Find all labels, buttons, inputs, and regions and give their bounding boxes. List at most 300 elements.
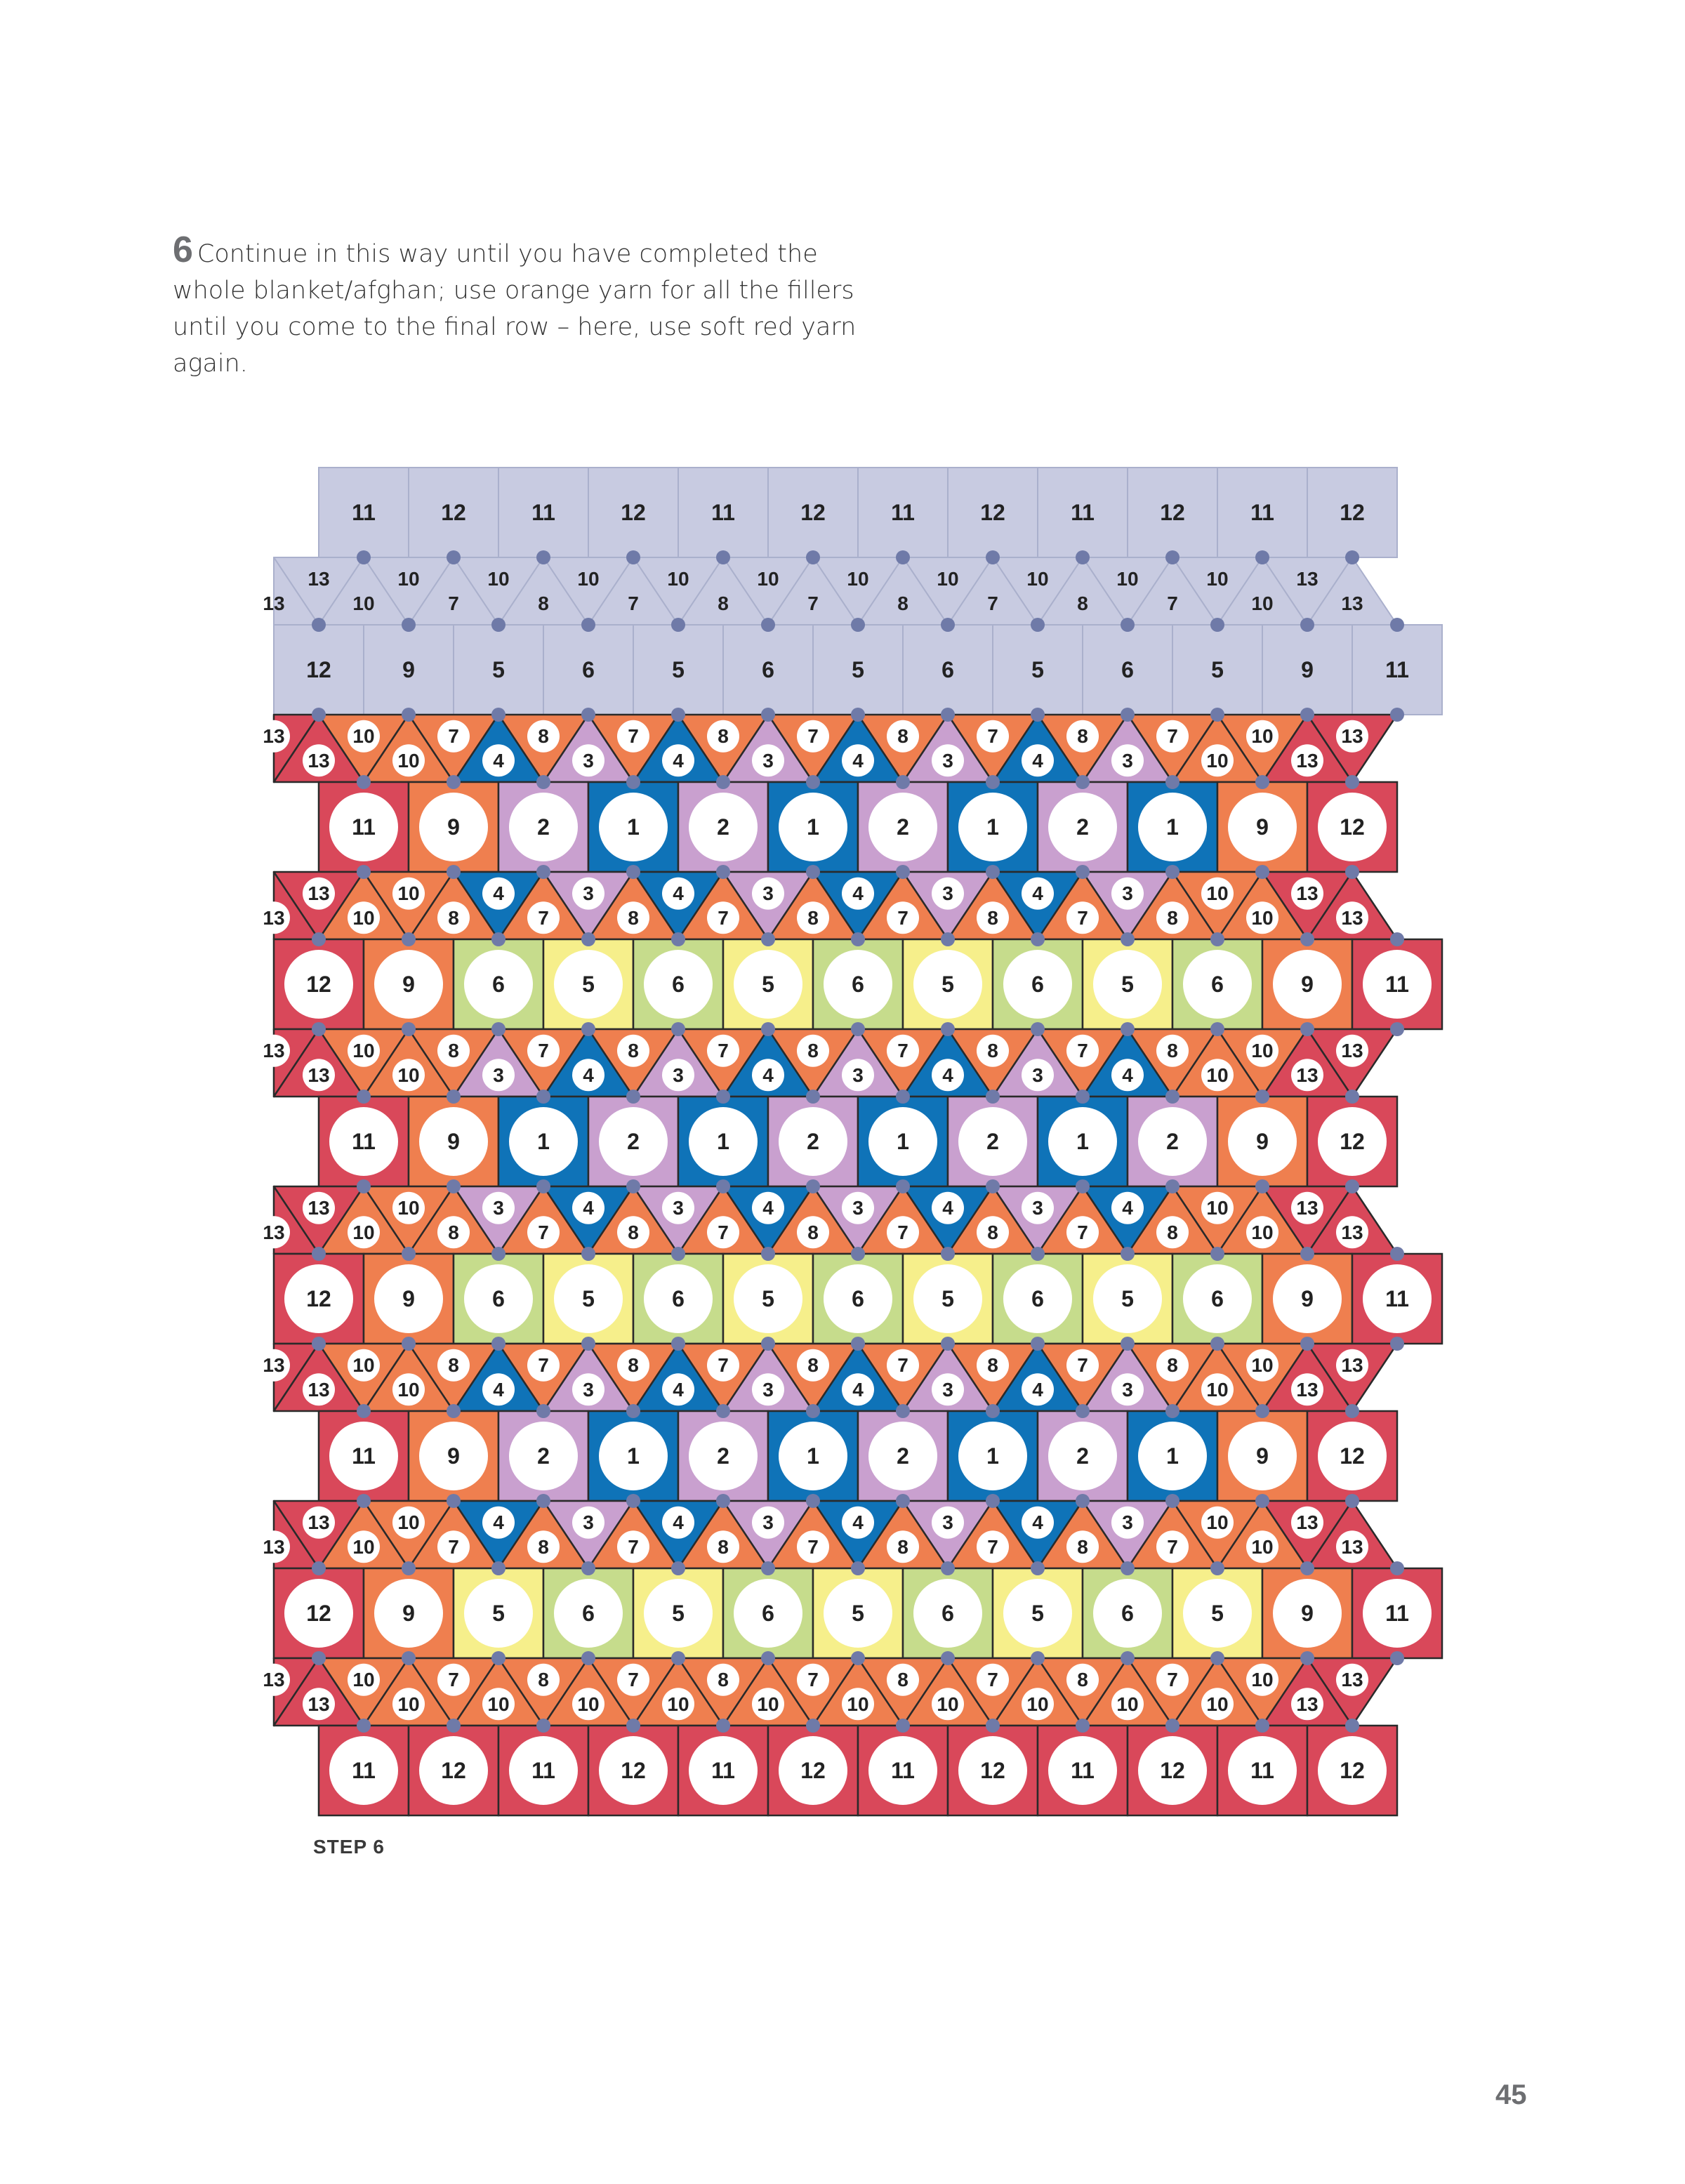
triangle-patch-label: 13 bbox=[1341, 906, 1363, 929]
motif-square bbox=[1172, 1568, 1262, 1658]
square-patch-label: 11 bbox=[1385, 972, 1409, 997]
triangle-patch-label: 13 bbox=[1296, 882, 1319, 905]
triangle-patch-label: 7 bbox=[628, 592, 639, 614]
square-patch-label: 5 bbox=[762, 972, 774, 997]
join-dot bbox=[896, 865, 910, 879]
triangle-patch-label: 10 bbox=[352, 1221, 375, 1243]
square-patch-label: 1 bbox=[627, 1443, 640, 1469]
triangle-patch-label: 8 bbox=[538, 592, 549, 614]
triangle-patch-label: 7 bbox=[1167, 1669, 1178, 1691]
triangle-patch-label: 8 bbox=[538, 1535, 549, 1558]
square-patch-label: 6 bbox=[1211, 972, 1224, 997]
triangle-patch-label: 3 bbox=[852, 1197, 864, 1219]
motif-square bbox=[858, 468, 948, 557]
motif-square bbox=[454, 1254, 543, 1344]
square-patch-label: 12 bbox=[1340, 500, 1365, 525]
join-dot bbox=[941, 1022, 955, 1036]
square-patch-label: 6 bbox=[1031, 1286, 1044, 1311]
triangle-patch-label: 10 bbox=[352, 1535, 375, 1558]
square-patch-label: 6 bbox=[582, 1601, 595, 1626]
triangle-patch-label: 10 bbox=[1206, 1064, 1229, 1086]
motif-square bbox=[993, 939, 1083, 1029]
join-dot bbox=[312, 1247, 326, 1261]
join-dot bbox=[986, 1719, 1000, 1733]
square-patch-label: 1 bbox=[627, 814, 640, 840]
square-patch-label: 11 bbox=[891, 1758, 915, 1783]
square-patch-label: 5 bbox=[672, 1601, 685, 1626]
join-dot bbox=[536, 1719, 550, 1733]
join-dot bbox=[1121, 1651, 1135, 1665]
motif-square bbox=[993, 625, 1083, 715]
triangle-patch-label: 7 bbox=[448, 725, 459, 748]
square-patch-label: 5 bbox=[1121, 972, 1134, 997]
square-patch-label: 1 bbox=[897, 1129, 909, 1154]
triangle-patch-label: 13 bbox=[263, 1221, 285, 1243]
join-dot bbox=[1031, 618, 1045, 632]
triangle-patch-label: 10 bbox=[1206, 568, 1229, 590]
square-patch-label: 6 bbox=[852, 1286, 864, 1311]
join-dot bbox=[536, 1090, 550, 1104]
square-patch-label: 5 bbox=[1031, 657, 1044, 682]
triangle-patch-label: 3 bbox=[942, 1378, 953, 1401]
join-dot bbox=[1031, 1651, 1045, 1665]
square-patch-label: 6 bbox=[1211, 1286, 1224, 1311]
join-dot bbox=[806, 775, 820, 789]
triangle-patch-label: 10 bbox=[352, 1669, 375, 1691]
square-patch-label: 12 bbox=[980, 500, 1005, 525]
triangle-patch-label: 10 bbox=[1116, 1693, 1139, 1715]
motif-square bbox=[858, 782, 948, 872]
triangle-patch-label: 10 bbox=[847, 568, 869, 590]
join-dot bbox=[1121, 1337, 1135, 1351]
motif-square bbox=[1038, 1097, 1128, 1186]
join-dot bbox=[1210, 1651, 1224, 1665]
join-dot bbox=[1031, 1337, 1045, 1351]
motif-square bbox=[723, 1254, 813, 1344]
triangle-patch-label: 7 bbox=[448, 1669, 459, 1691]
motif-square bbox=[409, 1411, 498, 1501]
join-dot bbox=[357, 1719, 371, 1733]
join-dot bbox=[1210, 1022, 1224, 1036]
join-dot bbox=[1210, 708, 1224, 722]
join-dot bbox=[402, 1337, 416, 1351]
motif-square bbox=[498, 1097, 588, 1186]
join-dot bbox=[1121, 1247, 1135, 1261]
join-dot bbox=[1300, 1651, 1314, 1665]
triangle-patch-label: 10 bbox=[847, 1693, 869, 1715]
motif-square bbox=[588, 1097, 678, 1186]
square-patch-label: 9 bbox=[1301, 1601, 1314, 1626]
motif-square bbox=[543, 1568, 633, 1658]
join-dot bbox=[806, 1404, 820, 1418]
join-dot bbox=[447, 775, 461, 789]
triangle-patch-label: 13 bbox=[263, 725, 285, 748]
motif-square bbox=[1307, 1726, 1397, 1815]
join-dot bbox=[716, 1719, 730, 1733]
diagram-row-7 bbox=[274, 939, 1442, 1029]
join-dot bbox=[1121, 932, 1135, 946]
square-patch-label: 5 bbox=[1121, 1286, 1134, 1311]
join-dot bbox=[1345, 550, 1359, 564]
motif-square bbox=[1083, 1568, 1172, 1658]
diagram-row-15 bbox=[274, 1568, 1442, 1658]
square-patch-label: 6 bbox=[1031, 972, 1044, 997]
join-dot bbox=[626, 865, 640, 879]
triangle-patch-label: 7 bbox=[538, 1221, 549, 1243]
triangle-patch-label: 8 bbox=[897, 1669, 908, 1691]
join-dot bbox=[761, 932, 775, 946]
square-patch-label: 12 bbox=[306, 1286, 331, 1311]
triangle-patch-label: 7 bbox=[628, 1669, 639, 1691]
square-patch-label: 12 bbox=[441, 500, 466, 525]
motif-square bbox=[409, 1097, 498, 1186]
join-dot bbox=[1076, 1090, 1090, 1104]
join-dot bbox=[1031, 1561, 1045, 1575]
motif-square bbox=[1128, 1726, 1217, 1815]
join-dot bbox=[491, 1022, 505, 1036]
motif-square bbox=[454, 1568, 543, 1658]
triangle-patch-label: 7 bbox=[987, 1535, 998, 1558]
join-dot bbox=[402, 1022, 416, 1036]
page-number: 45 bbox=[1495, 2079, 1527, 2110]
motif-square bbox=[1128, 468, 1217, 557]
triangle-patch-label: 7 bbox=[538, 906, 549, 929]
motif-square bbox=[588, 468, 678, 557]
square-patch-label: 5 bbox=[1211, 1601, 1224, 1626]
square-patch-label: 6 bbox=[762, 1601, 774, 1626]
motif-square bbox=[813, 939, 903, 1029]
join-dot bbox=[447, 550, 461, 564]
triangle-patch-label: 4 bbox=[1032, 882, 1043, 905]
square-patch-label: 6 bbox=[941, 657, 954, 682]
join-dot bbox=[1210, 1561, 1224, 1575]
join-dot bbox=[536, 1404, 550, 1418]
join-dot bbox=[536, 865, 550, 879]
triangle-patch-label: 10 bbox=[1251, 725, 1274, 748]
join-dot bbox=[941, 1651, 955, 1665]
join-dot bbox=[581, 708, 595, 722]
square-patch-label: 11 bbox=[352, 1443, 376, 1469]
triangle-patch-label: 13 bbox=[1296, 568, 1319, 590]
square-patch-label: 5 bbox=[1031, 1601, 1044, 1626]
join-dot bbox=[986, 865, 1000, 879]
square-patch-label: 2 bbox=[717, 814, 729, 840]
join-dot bbox=[806, 550, 820, 564]
join-dot bbox=[896, 1179, 910, 1193]
square-patch-label: 11 bbox=[352, 1129, 376, 1154]
join-dot bbox=[1300, 932, 1314, 946]
motif-square bbox=[858, 1726, 948, 1815]
triangle-patch-label: 10 bbox=[937, 568, 959, 590]
join-dot bbox=[851, 1247, 865, 1261]
join-dot bbox=[1255, 865, 1269, 879]
motif-square bbox=[364, 625, 454, 715]
step-number: 6 bbox=[173, 230, 193, 270]
triangle-patch-label: 13 bbox=[1296, 1064, 1319, 1086]
triangle-patch-label: 4 bbox=[583, 1064, 594, 1086]
triangle-patch-label: 7 bbox=[1077, 1354, 1088, 1377]
square-patch-label: 11 bbox=[1250, 1758, 1274, 1783]
triangle-patch-label: 8 bbox=[1167, 906, 1178, 929]
square-patch-label: 5 bbox=[492, 1601, 505, 1626]
join-dot bbox=[312, 1337, 326, 1351]
motif-square bbox=[723, 625, 813, 715]
join-dot bbox=[447, 1719, 461, 1733]
triangle-patch-label: 10 bbox=[1206, 882, 1229, 905]
triangle-patch-label: 3 bbox=[852, 1064, 864, 1086]
step-caption: STEP 6 bbox=[313, 1836, 385, 1858]
square-patch-label: 9 bbox=[447, 1443, 460, 1469]
square-patch-label: 1 bbox=[986, 1443, 999, 1469]
diagram-row-1 bbox=[319, 468, 1397, 557]
triangle-patch-label: 4 bbox=[1032, 749, 1043, 772]
square-patch-label: 11 bbox=[711, 1758, 735, 1783]
triangle-patch-label: 7 bbox=[628, 1535, 639, 1558]
motif-square bbox=[633, 625, 723, 715]
join-dot bbox=[491, 1651, 505, 1665]
join-dot bbox=[1076, 1179, 1090, 1193]
join-dot bbox=[581, 618, 595, 632]
triangle-patch-label: 8 bbox=[538, 725, 549, 748]
triangle-patch-label: 7 bbox=[807, 1669, 819, 1691]
square-patch-label: 11 bbox=[1385, 1286, 1409, 1311]
triangle-patch-label: 4 bbox=[1032, 1511, 1043, 1534]
square-patch-label: 12 bbox=[306, 1601, 331, 1626]
square-patch-label: 2 bbox=[537, 1443, 550, 1469]
join-dot bbox=[1255, 1719, 1269, 1733]
triangle-patch-label: 3 bbox=[1122, 882, 1133, 905]
triangle-patch-label: 10 bbox=[577, 1693, 600, 1715]
square-patch-label: 9 bbox=[1256, 1129, 1269, 1154]
triangle-patch-label: 13 bbox=[308, 1197, 330, 1219]
triangle-patch-label: 10 bbox=[397, 568, 420, 590]
triangle-patch-label: 7 bbox=[897, 1221, 908, 1243]
join-dot bbox=[761, 708, 775, 722]
square-patch-label: 12 bbox=[1340, 814, 1365, 840]
square-patch-label: 12 bbox=[1340, 1443, 1365, 1469]
square-patch-label: 9 bbox=[402, 972, 415, 997]
triangle-patch-label: 4 bbox=[852, 1378, 864, 1401]
square-patch-label: 6 bbox=[852, 972, 864, 997]
motif-square bbox=[1217, 782, 1307, 872]
join-dot bbox=[1165, 1090, 1180, 1104]
triangle-patch-label: 4 bbox=[583, 1197, 594, 1219]
triangle-patch-label: 10 bbox=[1026, 1693, 1049, 1715]
square-patch-label: 9 bbox=[1301, 1286, 1314, 1311]
square-patch-label: 2 bbox=[537, 814, 550, 840]
square-patch-label: 2 bbox=[897, 814, 909, 840]
join-dot bbox=[1300, 708, 1314, 722]
join-dot bbox=[1031, 708, 1045, 722]
join-dot bbox=[716, 865, 730, 879]
join-dot bbox=[1165, 550, 1180, 564]
triangle-patch-label: 3 bbox=[673, 1064, 684, 1086]
motif-square bbox=[723, 939, 813, 1029]
triangle-patch-label: 3 bbox=[762, 1511, 774, 1534]
motif-square bbox=[948, 468, 1038, 557]
join-dot bbox=[896, 1719, 910, 1733]
join-dot bbox=[1121, 1022, 1135, 1036]
join-dot bbox=[1345, 1179, 1359, 1193]
join-dot bbox=[986, 775, 1000, 789]
join-dot bbox=[761, 1561, 775, 1575]
join-dot bbox=[357, 775, 371, 789]
square-patch-label: 12 bbox=[1160, 500, 1185, 525]
motif-square bbox=[678, 1726, 768, 1815]
square-patch-label: 6 bbox=[672, 972, 685, 997]
join-dot bbox=[536, 550, 550, 564]
triangle-patch-label: 13 bbox=[1296, 1511, 1319, 1534]
join-dot bbox=[581, 1651, 595, 1665]
motif-square bbox=[454, 939, 543, 1029]
join-dot bbox=[1031, 1022, 1045, 1036]
join-dot bbox=[1390, 1651, 1404, 1665]
square-patch-label: 9 bbox=[447, 814, 460, 840]
join-dot bbox=[716, 1179, 730, 1193]
triangle-patch-label: 8 bbox=[1077, 592, 1088, 614]
diagram-row-2 bbox=[263, 557, 1397, 625]
square-patch-label: 2 bbox=[807, 1129, 819, 1154]
square-patch-label: 1 bbox=[807, 1443, 819, 1469]
join-dot bbox=[941, 932, 955, 946]
triangle-patch-label: 8 bbox=[897, 592, 908, 614]
join-dot bbox=[1076, 1494, 1090, 1508]
triangle-patch-label: 13 bbox=[263, 1354, 285, 1377]
motif-square bbox=[1083, 625, 1172, 715]
triangle-patch-label: 10 bbox=[1251, 592, 1274, 614]
triangle-patch-label: 3 bbox=[493, 1197, 504, 1219]
motif-square bbox=[1262, 1254, 1352, 1344]
triangle-patch-label: 10 bbox=[487, 568, 510, 590]
join-dot bbox=[491, 1561, 505, 1575]
join-dot bbox=[1390, 1022, 1404, 1036]
triangle-patch-label: 8 bbox=[1077, 1669, 1088, 1691]
motif-square bbox=[768, 782, 858, 872]
triangle-patch-label: 10 bbox=[397, 882, 420, 905]
triangle-patch-label: 8 bbox=[718, 725, 729, 748]
join-dot bbox=[1076, 1404, 1090, 1418]
triangle-patch-label: 10 bbox=[1206, 1378, 1229, 1401]
diagram-row-8 bbox=[258, 1029, 1397, 1097]
triangle-patch-label: 8 bbox=[807, 1221, 819, 1243]
square-patch-label: 11 bbox=[352, 1758, 376, 1783]
join-dot bbox=[447, 1494, 461, 1508]
diagram-row-12 bbox=[258, 1344, 1397, 1411]
triangle-patch-label: 7 bbox=[1167, 725, 1178, 748]
join-dot bbox=[761, 1022, 775, 1036]
triangle-patch-label: 7 bbox=[1167, 1535, 1178, 1558]
motif-square bbox=[1262, 625, 1352, 715]
join-dot bbox=[761, 1337, 775, 1351]
motif-square bbox=[364, 1254, 454, 1344]
join-dot bbox=[1300, 1337, 1314, 1351]
join-dot bbox=[1390, 708, 1404, 722]
join-dot bbox=[896, 550, 910, 564]
triangle-patch-label: 7 bbox=[718, 1040, 729, 1062]
motif-square bbox=[1352, 1568, 1442, 1658]
triangle-patch-label: 10 bbox=[757, 1693, 779, 1715]
triangle-patch-label: 4 bbox=[1032, 1378, 1043, 1401]
triangle-patch-label: 13 bbox=[1341, 1535, 1363, 1558]
diagram-row-6 bbox=[258, 872, 1397, 939]
join-dot bbox=[761, 1247, 775, 1261]
triangle-patch-label: 13 bbox=[308, 568, 330, 590]
triangle-patch-label: 10 bbox=[352, 906, 375, 929]
join-dot bbox=[491, 1337, 505, 1351]
square-patch-label: 9 bbox=[1301, 657, 1314, 682]
square-patch-label: 12 bbox=[800, 500, 826, 525]
square-patch-label: 9 bbox=[447, 1129, 460, 1154]
square-patch-label: 12 bbox=[1340, 1129, 1365, 1154]
motif-square bbox=[588, 782, 678, 872]
triangle-patch-label: 8 bbox=[1077, 1535, 1088, 1558]
square-patch-label: 1 bbox=[1076, 1129, 1089, 1154]
motif-square bbox=[498, 1411, 588, 1501]
join-dot bbox=[1390, 1337, 1404, 1351]
motif-square bbox=[1352, 939, 1442, 1029]
square-patch-label: 12 bbox=[800, 1758, 826, 1783]
triangle-patch-label: 3 bbox=[583, 1378, 594, 1401]
motif-square bbox=[1038, 1726, 1128, 1815]
triangle-patch-label: 4 bbox=[942, 1064, 953, 1086]
square-patch-label: 2 bbox=[627, 1129, 640, 1154]
join-dot bbox=[536, 1494, 550, 1508]
triangle-patch-label: 3 bbox=[1032, 1064, 1043, 1086]
triangle-patch-label: 7 bbox=[807, 592, 819, 614]
triangle-patch-label: 4 bbox=[762, 1197, 774, 1219]
join-dot bbox=[1165, 1719, 1180, 1733]
join-dot bbox=[1165, 865, 1180, 879]
join-dot bbox=[851, 708, 865, 722]
motif-square bbox=[1307, 782, 1397, 872]
motif-square bbox=[813, 1254, 903, 1344]
motif-square bbox=[1307, 1411, 1397, 1501]
join-dot bbox=[447, 1179, 461, 1193]
join-dot bbox=[581, 932, 595, 946]
motif-square bbox=[1262, 939, 1352, 1029]
square-patch-label: 1 bbox=[1166, 814, 1179, 840]
triangle-patch-label: 8 bbox=[718, 1669, 729, 1691]
triangle-patch-label: 10 bbox=[1206, 749, 1229, 772]
triangle-patch-label: 13 bbox=[1341, 1669, 1363, 1691]
join-dot bbox=[671, 618, 685, 632]
square-patch-label: 6 bbox=[492, 972, 505, 997]
triangle-patch-label: 8 bbox=[897, 725, 908, 748]
square-patch-label: 1 bbox=[537, 1129, 550, 1154]
motif-square bbox=[858, 1097, 948, 1186]
join-dot bbox=[357, 1494, 371, 1508]
motif-square bbox=[543, 1254, 633, 1344]
motif-square bbox=[1217, 1097, 1307, 1186]
join-dot bbox=[402, 618, 416, 632]
triangle-patch-label: 4 bbox=[852, 749, 864, 772]
join-dot bbox=[671, 1022, 685, 1036]
motif-square bbox=[498, 782, 588, 872]
square-patch-label: 11 bbox=[1385, 1601, 1409, 1626]
motif-square bbox=[319, 468, 409, 557]
motif-square bbox=[633, 939, 723, 1029]
triangle-patch-label: 8 bbox=[807, 1354, 819, 1377]
join-dot bbox=[1165, 1494, 1180, 1508]
triangle-patch-label: 7 bbox=[538, 1354, 549, 1377]
triangle-patch-label: 8 bbox=[807, 1040, 819, 1062]
join-dot bbox=[312, 1561, 326, 1575]
motif-square bbox=[1307, 1097, 1397, 1186]
join-dot bbox=[1390, 1561, 1404, 1575]
join-dot bbox=[761, 618, 775, 632]
motif-square bbox=[364, 1568, 454, 1658]
square-patch-label: 11 bbox=[711, 500, 735, 525]
